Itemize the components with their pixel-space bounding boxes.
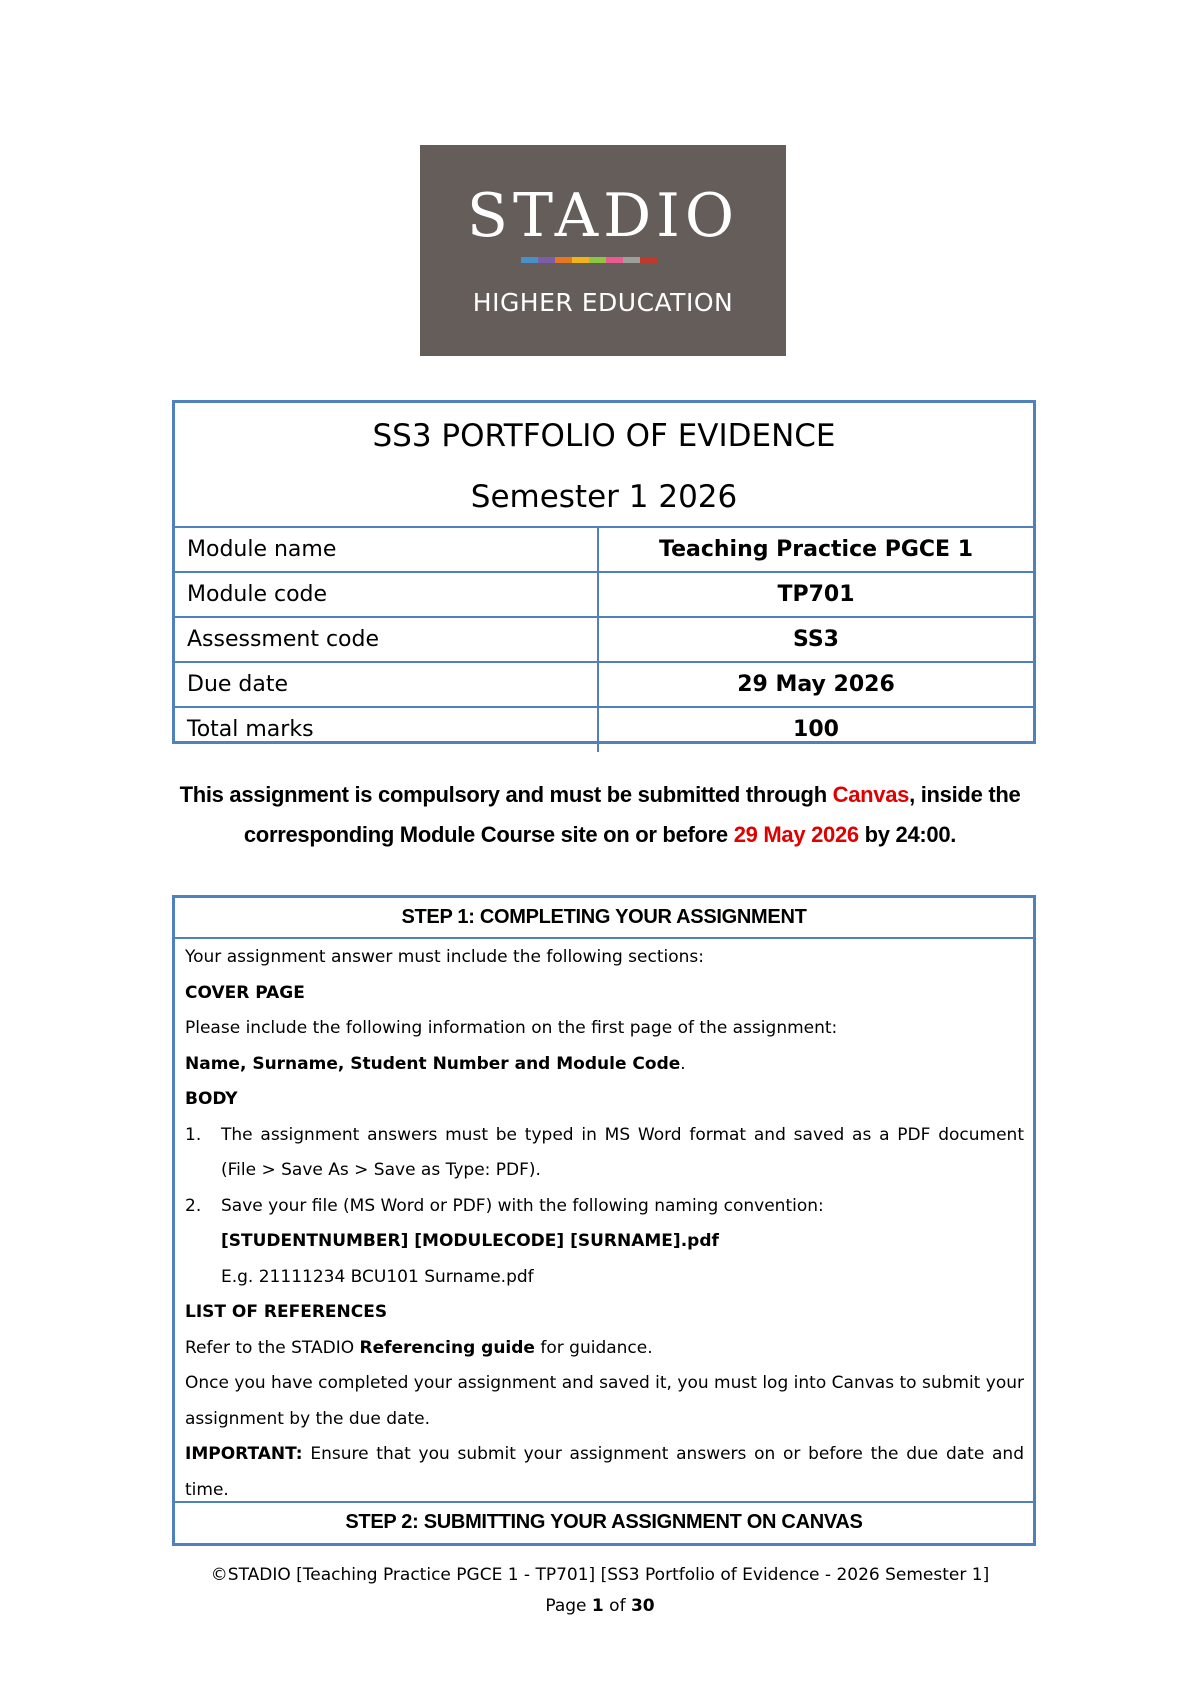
logo-stripe (589, 257, 606, 263)
document-title: SS3 PORTFOLIO OF EVIDENCE (372, 418, 836, 454)
stadio-logo (420, 145, 786, 356)
references-pre: Refer to the STADIO (185, 1337, 360, 1358)
page-footer (150, 1560, 1050, 1622)
info-label: Module code (175, 573, 599, 616)
info-table-header (175, 403, 1033, 528)
logo-stripe (572, 257, 589, 263)
logo-stripe (623, 257, 640, 263)
list-number: 1. (185, 1124, 202, 1145)
instructions-table (172, 895, 1036, 1546)
list-item (185, 1189, 1024, 1225)
footer-copyright: ©STADIO [Teaching Practice PGCE 1 - TP701] [SS3 Portfolio of Evidence - 2026 Semester 1] (210, 1565, 990, 1585)
logo-brand: STADIO (466, 181, 740, 251)
cover-page-text: Please include the following information on the first page of the assignment: (185, 1018, 838, 1038)
step2-heading: STEP 2: SUBMITTING YOUR ASSIGNMENT ON CANVAS (345, 1511, 863, 1533)
references-post: for guidance. (534, 1337, 653, 1358)
list-number: 2. (185, 1195, 202, 1216)
info-row-assessment-code (175, 618, 1033, 663)
info-value: 100 (793, 717, 839, 742)
cover-page-heading: COVER PAGE (185, 982, 305, 1003)
cover-page-fields (185, 1047, 1024, 1083)
logo-subtitle: HIGHER EDUCATION (472, 288, 734, 317)
referencing-guide-link[interactable]: Referencing guide (359, 1337, 535, 1358)
notice-canvas: Canvas (832, 782, 910, 807)
logo-stripe (640, 257, 657, 263)
info-row-due-date (175, 663, 1033, 708)
important-note (185, 1437, 1024, 1508)
notice-text: by 24:00. (858, 822, 957, 847)
logo-stripe (521, 257, 538, 263)
semester-label: Semester 1 2026 (470, 479, 738, 515)
important-label: IMPORTANT: (185, 1444, 303, 1464)
page-current: 1 (591, 1596, 604, 1616)
references-text (185, 1331, 1024, 1367)
list-text: Save your file (MS Word or PDF) with the following naming convention: (221, 1195, 824, 1216)
naming-example: E.g. 21111234 BCU101 Surname.pdf (221, 1266, 534, 1287)
notice-text: This assignment is compulsory and must be submitted through (179, 782, 833, 807)
cover-fields-bold: Name, Surname, Student Number and Module Code (185, 1053, 681, 1074)
page-of: of (603, 1596, 631, 1616)
info-label: Due date (175, 663, 599, 706)
step1-heading: STEP 1: COMPLETING YOUR ASSIGNMENT (175, 898, 1033, 939)
info-label: Total marks (175, 708, 599, 752)
info-value: SS3 (792, 627, 839, 652)
page-label: Page (545, 1596, 592, 1616)
info-value: 29 May 2026 (737, 672, 895, 697)
references-heading: LIST OF REFERENCES (185, 1302, 388, 1322)
step1-intro: Your assignment answer must include the following sections: (185, 947, 704, 967)
info-label: Assessment code (175, 618, 599, 661)
notice-text: , inside the corresponding Module Course site on or before (243, 782, 1021, 847)
info-row-module-code (175, 573, 1033, 618)
notice-due-date: 29 May 2026 (733, 822, 859, 847)
naming-convention: [STUDENTNUMBER] [MODULECODE] [SURNAME].pdf (221, 1231, 719, 1251)
step1-body (175, 939, 1033, 1503)
logo-stripe (606, 257, 623, 263)
info-row-total-marks (175, 708, 1033, 752)
submit-instructions: Once you have completed your assignment and saved it, you must log into Canvas to submit your assignment by the due date. (185, 1373, 1024, 1429)
info-value: TP701 (777, 582, 855, 607)
logo-stripe (538, 257, 555, 263)
info-row-module-name (175, 528, 1033, 573)
page-total: 30 (630, 1596, 655, 1616)
info-value: Teaching Practice PGCE 1 (658, 537, 974, 562)
logo-color-stripes (521, 257, 657, 263)
cover-fields-end: . (680, 1053, 686, 1074)
list-text: The assignment answers must be typed in MS Word format and saved as a PDF document (File > Save As > Save as Type: PDF). (221, 1124, 1024, 1180)
assessment-info-table (172, 400, 1036, 744)
info-label: Module name (175, 528, 599, 571)
body-heading: BODY (185, 1089, 238, 1109)
list-item (185, 1118, 1024, 1189)
logo-stripe (555, 257, 572, 263)
submission-notice (150, 775, 1050, 855)
important-text: Ensure that you submit your assignment answers on or before the due date and time. (185, 1444, 1024, 1500)
page-number (150, 1591, 1050, 1622)
